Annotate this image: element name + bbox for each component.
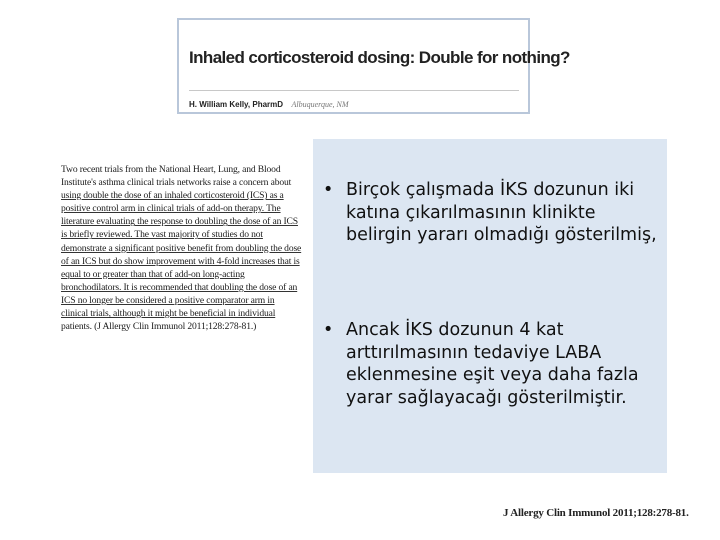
abstract-line: positive control arm in clinical trials of add-on therapy. The	[61, 203, 281, 215]
bullet-symbol: •	[323, 320, 334, 340]
author-name: H. William Kelly, PharmD	[189, 100, 284, 109]
abstract-line: Institute's asthma clinical trials networks raise a concern about	[61, 177, 292, 189]
abstract-line: of an ICS but do show improvement with 4-fold increases that is	[61, 255, 300, 267]
bullet-point	[323, 179, 663, 247]
abstract-excerpt	[61, 163, 302, 333]
abstract-line: bronchodilators. It is recommended that doubling the dose of an	[61, 281, 298, 293]
abstract-line: patients. (J Allergy Clin Immunol 2011;128:278-81.)	[61, 321, 257, 333]
abstract-line: clinical trials, although it might be beneficial in individual	[61, 308, 276, 320]
bullet-text: Ancak İKS dozunun 4 kat arttırılmasının tedaviye LABA eklenmesine eşit veya daha fazla yarar sağlayacağı gösterilmiştir.	[346, 320, 639, 408]
abstract-line: literature evaluating the response to doubling the dose of an ICS	[61, 216, 298, 228]
abstract-line: ICS no longer be considered a positive comparator arm in	[61, 294, 275, 306]
abstract-line: equal to or greater than that of add-on long-acting	[61, 268, 245, 280]
bullet-point	[323, 319, 663, 409]
article-title: Inhaled corticosteroid dosing: Double for nothing?	[189, 48, 570, 67]
journal-citation: J Allergy Clin Immunol 2011;128:278-81.	[503, 507, 689, 519]
abstract-line: Two recent trials from the National Heart, Lung, and Blood	[61, 164, 281, 175]
bullet-text: Birçok çalışmada İKS dozunun iki katına çıkarılmasının klinikte belirgin yararı olmadığı gösterilmiş,	[346, 180, 657, 245]
author-line	[189, 90, 519, 108]
abstract-line: demonstrate a significant positive benefit from doubling the dose	[61, 242, 302, 254]
abstract-line: is briefly reviewed. The vast majority of studies do not	[61, 229, 263, 241]
bullet-panel	[313, 139, 667, 473]
abstract-line: using double the dose of an inhaled corticosteroid (ICS) as a	[61, 190, 284, 202]
bullet-symbol: •	[323, 180, 334, 200]
author-location: Albuquerque, NM	[291, 100, 349, 109]
article-title-box	[177, 18, 570, 114]
